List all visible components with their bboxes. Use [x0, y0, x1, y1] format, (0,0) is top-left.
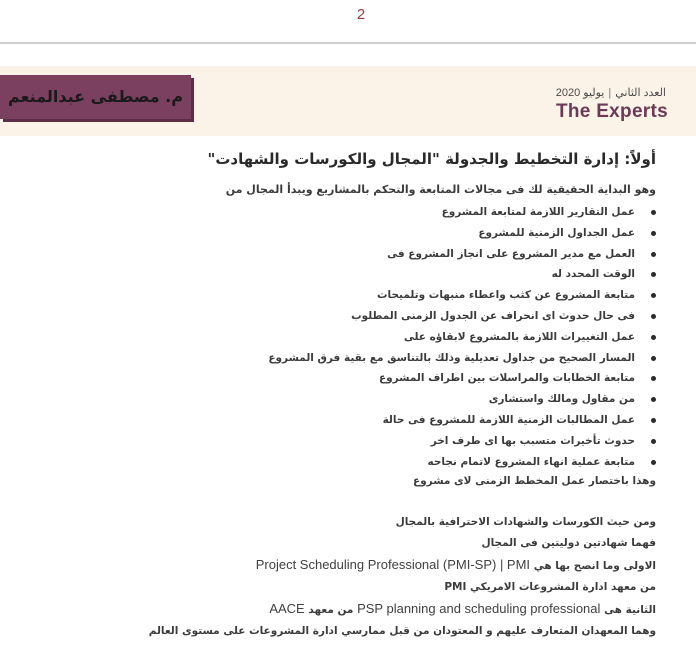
page-number: 2 [356, 6, 366, 23]
second-cert-line [186, 598, 656, 621]
issue-label: العدد الثاني [615, 87, 666, 99]
author-badge: م. مصطفى عبدالمنعم [0, 75, 191, 119]
first-cert-org: من معهد ادارة المشروعات الامريكي PMI [444, 581, 656, 594]
list-item: عمل المطالبات الزمنية اللازمة للمشروع فى حالة [186, 410, 656, 431]
section-closing: وهذا باختصار عمل المخطط الزمنى لاى مشروع [412, 475, 656, 488]
section-intro: وهو البداية الحقيقية لك فى مجالات المتابعة والتحكم بالمشاريع ويبدأ المجال من [225, 183, 656, 196]
list-item: العمل مع مدير المشروع على انجاز المشروع فى [186, 244, 656, 265]
second-cert-name: PSP planning and scheduling professional [357, 601, 601, 617]
bullet-icon [651, 293, 656, 298]
bullet-icon [651, 356, 656, 361]
page-divider [0, 42, 696, 44]
bullet-icon [651, 210, 656, 215]
task-list [186, 202, 656, 472]
magazine-title: The Experts [555, 101, 668, 122]
issue-info [556, 86, 666, 99]
bullet-icon [651, 418, 656, 423]
list-item: من مقاول ومالك واستشارى [186, 389, 656, 410]
section-heading: أولاً: إدارة التخطيط والجدولة "المجال والكورسات والشهادت" [207, 150, 656, 168]
second-cert-from: من معهد [308, 604, 354, 617]
bullet-icon [651, 314, 656, 319]
first-cert-line [186, 554, 656, 577]
list-item: المسار الصحيح من جداول تعديلية وذلك بالتناسق مع بقية فرق المشروع [186, 348, 656, 369]
bullet-icon [651, 376, 656, 381]
first-cert-name: Project Scheduling Professional (PMI-SP) | PMI [255, 557, 531, 573]
courses-intro: ومن حيث الكورسات والشهادات الاحترافية بالمجال [395, 516, 656, 529]
bullet-icon [651, 231, 656, 236]
two-certs-line: فهما شهادتين دوليتين فى المجال [481, 537, 656, 550]
list-item: متابعة الخطابات والمراسلات بين اطراف المشروع [186, 368, 656, 389]
list-item: متابعة المشروع عن كثب واعطاء منبهات وتلميحات [186, 285, 656, 306]
bullet-icon [651, 439, 656, 444]
first-cert-label: الاولى وما انصح بها هي [533, 560, 656, 573]
list-item: عمل الجداول الزمنية للمشروع [186, 223, 656, 244]
article-body [148, 150, 656, 642]
list-item: الوقت المحدد له [186, 264, 656, 285]
bullet-icon [651, 335, 656, 340]
list-item: حدوث تأخيرات متسبب بها اى طرف اخر [186, 431, 656, 452]
list-item: عمل التغييرات اللازمة بالمشروع لابقاؤه على [186, 327, 656, 348]
bullet-icon [651, 460, 656, 465]
second-cert-label: الثانية هى [604, 604, 656, 617]
bullet-icon [651, 272, 656, 277]
second-cert-org: AACE [269, 601, 305, 617]
list-item: فى حال حدوث اى انحراف عن الجدول الزمنى المطلوب [186, 306, 656, 327]
courses-closing: وهما المعهدان المتعارف عليهم و المعتودان من قبل ممارسي ادارة المشروعات على مستوى العالم [148, 625, 656, 638]
bullet-icon [651, 252, 656, 257]
bullet-icon [651, 397, 656, 402]
issue-separator: | [608, 87, 612, 99]
issue-date: يوليو 2020 [555, 87, 605, 99]
list-item: عمل التقارير اللازمة لمتابعة المشروع [186, 202, 656, 223]
list-item: متابعة عملية انهاء المشروع لاتمام نجاحه [186, 452, 656, 473]
